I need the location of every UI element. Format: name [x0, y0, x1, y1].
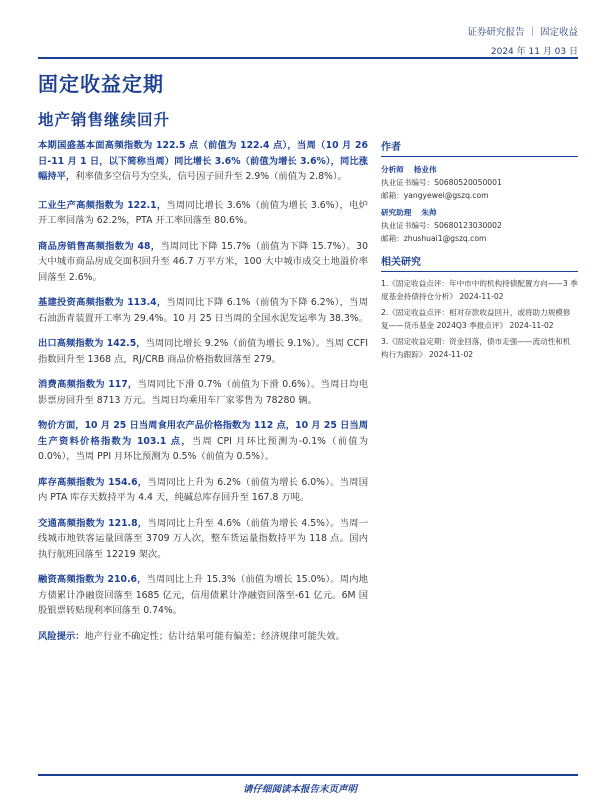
- related-research-heading: 相关研究: [381, 253, 578, 272]
- infrastructure-paragraph: [38, 295, 368, 326]
- header-divider: [38, 57, 578, 59]
- related-research-item[interactable]: 3.《固定收益定期：资金回落，债市走强——流动性和机构行为跟踪》 2024-11-02: [381, 337, 571, 359]
- paragraph-text: 当周同比上升 15.3%（前值为增长 15.0%）。周内地方债累计净融资回落至 1685 亿元，信用债累计净融资回落至-61 亿元。6M 国股银票转贴现利率回落至 0.74%。: [38, 574, 368, 616]
- industrial-paragraph: [38, 198, 368, 229]
- main-column: [38, 138, 368, 654]
- paragraph-highlight: 基建投资高频指数为 113.4，: [38, 297, 167, 308]
- header-label: 证券研究报告 ｜ 固定收益: [467, 27, 578, 38]
- paragraph-text: 当周同比增长 9.2%（前值为增长 9.1%）。当周 CCFI 指数回升至 1368 点，RJ/CRB 商品价格指数回落至 279。: [38, 338, 368, 365]
- paragraph-text: 当周同比下降 15.7%（前值为下降 15.7%）。30 大中城市商品房成交面积回升至 46.7 万平方米，100 大中城市成交土地溢价率回落至 2.6%。: [38, 240, 368, 283]
- paragraph-text: 地产行业不确定性；估计结果可能有偏差；经济规律可能失效。: [84, 630, 345, 642]
- author-email[interactable]: 邮箱：zhushuai1@gszq.com: [381, 234, 487, 243]
- consumption-paragraph: [38, 377, 368, 408]
- paragraph-highlight: 风险提示：: [38, 630, 85, 642]
- header-date: 2024 年 11 月 03 日: [490, 47, 578, 57]
- related-research-item[interactable]: 1.《固定收益点评：年中市中的机构持债配置方向——3 季度基金持债持仓分析》 2024-11-02: [381, 279, 578, 301]
- authors-heading: 作者: [381, 138, 578, 157]
- export-paragraph: [38, 336, 368, 367]
- paragraph-highlight: 库存高频指数为 154.6，: [38, 476, 148, 488]
- financing-paragraph: [38, 572, 368, 619]
- paragraph-text: 当周同比下滑 0.7%（前值为下滑 0.6%）。当周日均电影票房回升至 8713 万元。当周日均乘用车厂家零售为 78280 辆。: [38, 379, 368, 406]
- paragraph-text: 利率债多空信号为空头，信号因子回升至 2.9%（前值为 2.8%）。: [75, 171, 347, 182]
- document-title: 固定收益定期: [38, 72, 164, 96]
- paragraph-text: 当周同比下降 6.1%（前值为下降 6.2%），当周石油沥青装置开工率为 29.4%。10 月 25 日当周的全国水泥发运率为 38.3%。: [38, 297, 368, 324]
- paragraph-highlight: 商品房销售高频指数为 48，: [38, 240, 161, 252]
- paragraph-highlight: 出口高频指数为 142.5，: [38, 338, 146, 349]
- related-research-list: [381, 278, 578, 361]
- footer-divider: [38, 774, 578, 776]
- paragraph-text: 当周 CPI 月环比预测为-0.1%（前值为 0.0%），当周 PPI 月环比预测为 0.5%（前值为 0.5%）。: [38, 435, 368, 462]
- related-research-item[interactable]: 2.《固定收益点评：相对存款收益回升，或将助力规模修复——货币基金 2024Q3 季报点评》 2024-11-02: [381, 308, 571, 330]
- paragraph-highlight: 物价方面，10 月 25 日当周食用农产品价格指数为 112 点，10 月 25 日当周生产资料价格指数为 103.1 点，: [38, 420, 368, 447]
- risk-paragraph: [38, 629, 368, 645]
- author-cert: 执业证书编号：S0680123030002: [381, 221, 502, 230]
- footer-disclaimer: 请仔细阅读本报告末页声明: [242, 784, 357, 795]
- property-paragraph: [38, 239, 368, 286]
- paragraph-highlight: 本期国盛基本面高频指数为 122.5 点（前值为 122.4 点），当周（10 月 26 日-11 月 1 日，以下简称当周）同比增长 3.6%（前值为增长 3.6%），同比涨幅持平，: [38, 140, 368, 182]
- author-cert: 执业证书编号：S0680520050001: [381, 178, 502, 187]
- paragraph-text: 当周同比上升为 6.2%（前值为增长 6.0%）。当周国内 PTA 库存天数持平为 4.4 天，纯碱总库存回升至 167.8 万吨。: [38, 476, 368, 503]
- price-paragraph: [38, 418, 368, 465]
- transport-paragraph: [38, 516, 368, 563]
- paragraph-highlight: 工业生产高频指数为 122.1，: [38, 199, 167, 211]
- paragraph-highlight: 消费高频指数为 117，: [38, 379, 138, 390]
- author-role: 研究助理: [381, 208, 412, 217]
- summary-paragraph: [38, 138, 368, 185]
- paragraph-highlight: 交通高频指数为 121.8，: [38, 517, 148, 529]
- author-name: 杨业伟: [413, 165, 437, 174]
- author-name: 朱帅: [421, 208, 437, 217]
- inventory-paragraph: [38, 475, 368, 506]
- author-role: 分析师: [381, 165, 404, 174]
- author-email[interactable]: 邮箱：yangyewei@gszq.com: [381, 191, 489, 200]
- author-role-row: [381, 163, 578, 176]
- document-subtitle: 地产销售继续回升: [38, 111, 171, 129]
- sidebar: [381, 138, 578, 365]
- author-role-row: [381, 206, 578, 219]
- paragraph-highlight: 融资高频指数为 210.6，: [38, 574, 147, 585]
- paragraph-text: 当周同比增长 3.6%（前值为增长 3.6%），电炉开工率回落为 62.2%，PTA 开工率回落至 80.6%。: [38, 199, 368, 226]
- paragraph-text: 当周同比上升至 4.6%（前值为增长 4.5%）。当周一线城市地铁客运量回落至 3709 万人次，整车货运量指数持平为 118 点。国内执行航班回落至 12219 架次。: [38, 517, 368, 560]
